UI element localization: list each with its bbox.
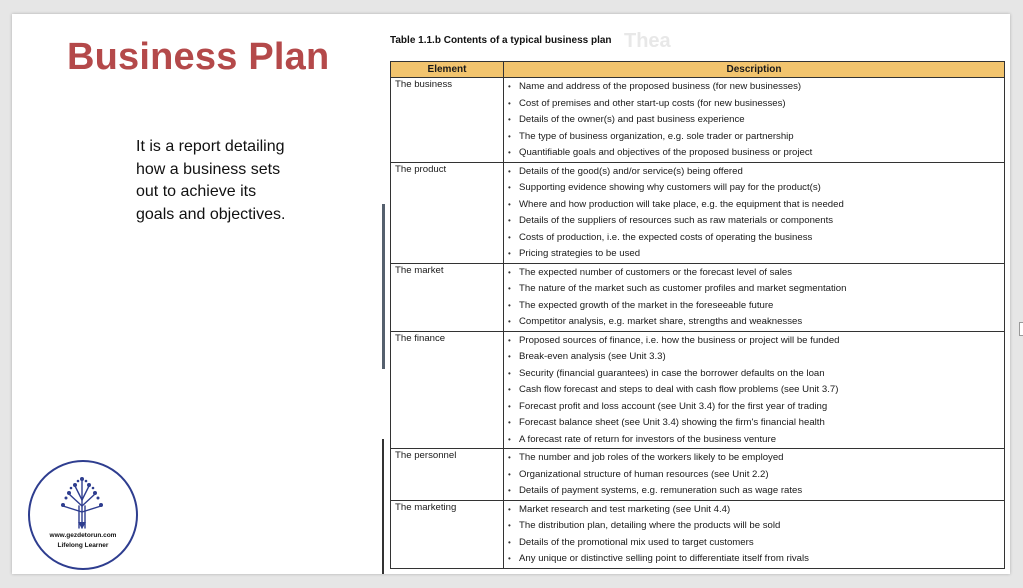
list-item: • Cost of premises and other start-up costs (for new businesses) (508, 96, 1000, 113)
table-row (391, 78, 1005, 163)
table-row (391, 263, 1005, 331)
table-row (391, 331, 1005, 449)
column-header-element: Element (391, 62, 504, 78)
list-item: • Where and how production will take place, e.g. the equipment that is needed (508, 197, 1000, 214)
list-item: • Details of the owner(s) and past business experience (508, 112, 1000, 129)
list-item: • Market research and test marketing (see Unit 4.4) (508, 502, 1000, 519)
list-item: • Security (financial guarantees) in case the borrower defaults on the loan (508, 366, 1000, 383)
row-description (504, 500, 1005, 568)
list-item: • Any unique or distinctive selling point to differentiate itself from rivals (508, 551, 1000, 568)
list-item: • Details of the suppliers of resources such as raw materials or components (508, 213, 1000, 230)
table-row (391, 449, 1005, 501)
list-item: • The number and job roles of the workers likely to be employed (508, 450, 1000, 467)
row-description (504, 162, 1005, 263)
background-ghost-text: Thea (624, 30, 671, 52)
list-item: • Proposed sources of finance, i.e. how the business or project will be funded (508, 333, 1000, 350)
slide (12, 14, 1010, 574)
business-plan-table (390, 61, 1005, 569)
row-element: The market (391, 263, 504, 331)
list-item: • Details of payment systems, e.g. remuneration such as wage rates (508, 483, 1000, 500)
row-description (504, 449, 1005, 501)
list-item: • A forecast rate of return for investors of the business venture (508, 432, 1000, 449)
list-item: • Forecast profit and loss account (see Unit 3.4) for the first year of trading (508, 399, 1000, 416)
list-item: • The nature of the market such as customer profiles and market segmentation (508, 281, 1000, 298)
logo (28, 460, 138, 570)
table-caption: Table 1.1.b Contents of a typical business plan (390, 35, 612, 46)
list-item: • The distribution plan, detailing where the products will be sold (508, 518, 1000, 535)
list-item: • Competitor analysis, e.g. market share, strengths and weaknesses (508, 314, 1000, 331)
edge-handle[interactable] (1019, 322, 1023, 336)
list-item: • The expected number of customers or the forecast level of sales (508, 265, 1000, 282)
row-description (504, 331, 1005, 449)
list-item: • The expected growth of the market in the foreseeable future (508, 298, 1000, 315)
logo-url: www.gezdetorun.com (49, 532, 117, 539)
list-item: • Details of the good(s) and/or service(s) being offered (508, 164, 1000, 181)
list-item: • Cash flow forecast and steps to deal with cash flow problems (see Unit 3.7) (508, 382, 1000, 399)
slide-scroll-indicator (382, 204, 385, 369)
table-row (391, 500, 1005, 568)
divider-line (382, 439, 384, 574)
list-item: • Name and address of the proposed business (for new businesses) (508, 79, 1000, 96)
tree-icon (57, 476, 107, 530)
column-header-description: Description (504, 62, 1005, 78)
list-item: • Costs of production, i.e. the expected costs of operating the business (508, 230, 1000, 247)
row-element: The finance (391, 331, 504, 449)
list-item: • Supporting evidence showing why customers will pay for the product(s) (508, 180, 1000, 197)
row-element: The marketing (391, 500, 504, 568)
row-description (504, 263, 1005, 331)
logo-tagline: Lifelong Learner (57, 542, 109, 549)
list-item: • Details of the promotional mix used to target customers (508, 535, 1000, 552)
row-element: The product (391, 162, 504, 263)
table-header-row (391, 62, 1005, 78)
list-item: • Organizational structure of human resources (see Unit 2.2) (508, 467, 1000, 484)
slide-description: It is a report detailing how a business sets out to achieve its goals and objectives. (136, 138, 286, 223)
list-item: • Forecast balance sheet (see Unit 3.4) showing the firm's financial health (508, 415, 1000, 432)
row-element: The personnel (391, 449, 504, 501)
table-row (391, 162, 1005, 263)
list-item: • Pricing strategies to be used (508, 246, 1000, 263)
list-item: • The type of business organization, e.g. sole trader or partnership (508, 129, 1000, 146)
slide-title: Business Plan (67, 36, 330, 78)
list-item: • Break-even analysis (see Unit 3.3) (508, 349, 1000, 366)
row-element: The business (391, 78, 504, 163)
row-description (504, 78, 1005, 163)
list-item: • Quantifiable goals and objectives of the proposed business or project (508, 145, 1000, 162)
